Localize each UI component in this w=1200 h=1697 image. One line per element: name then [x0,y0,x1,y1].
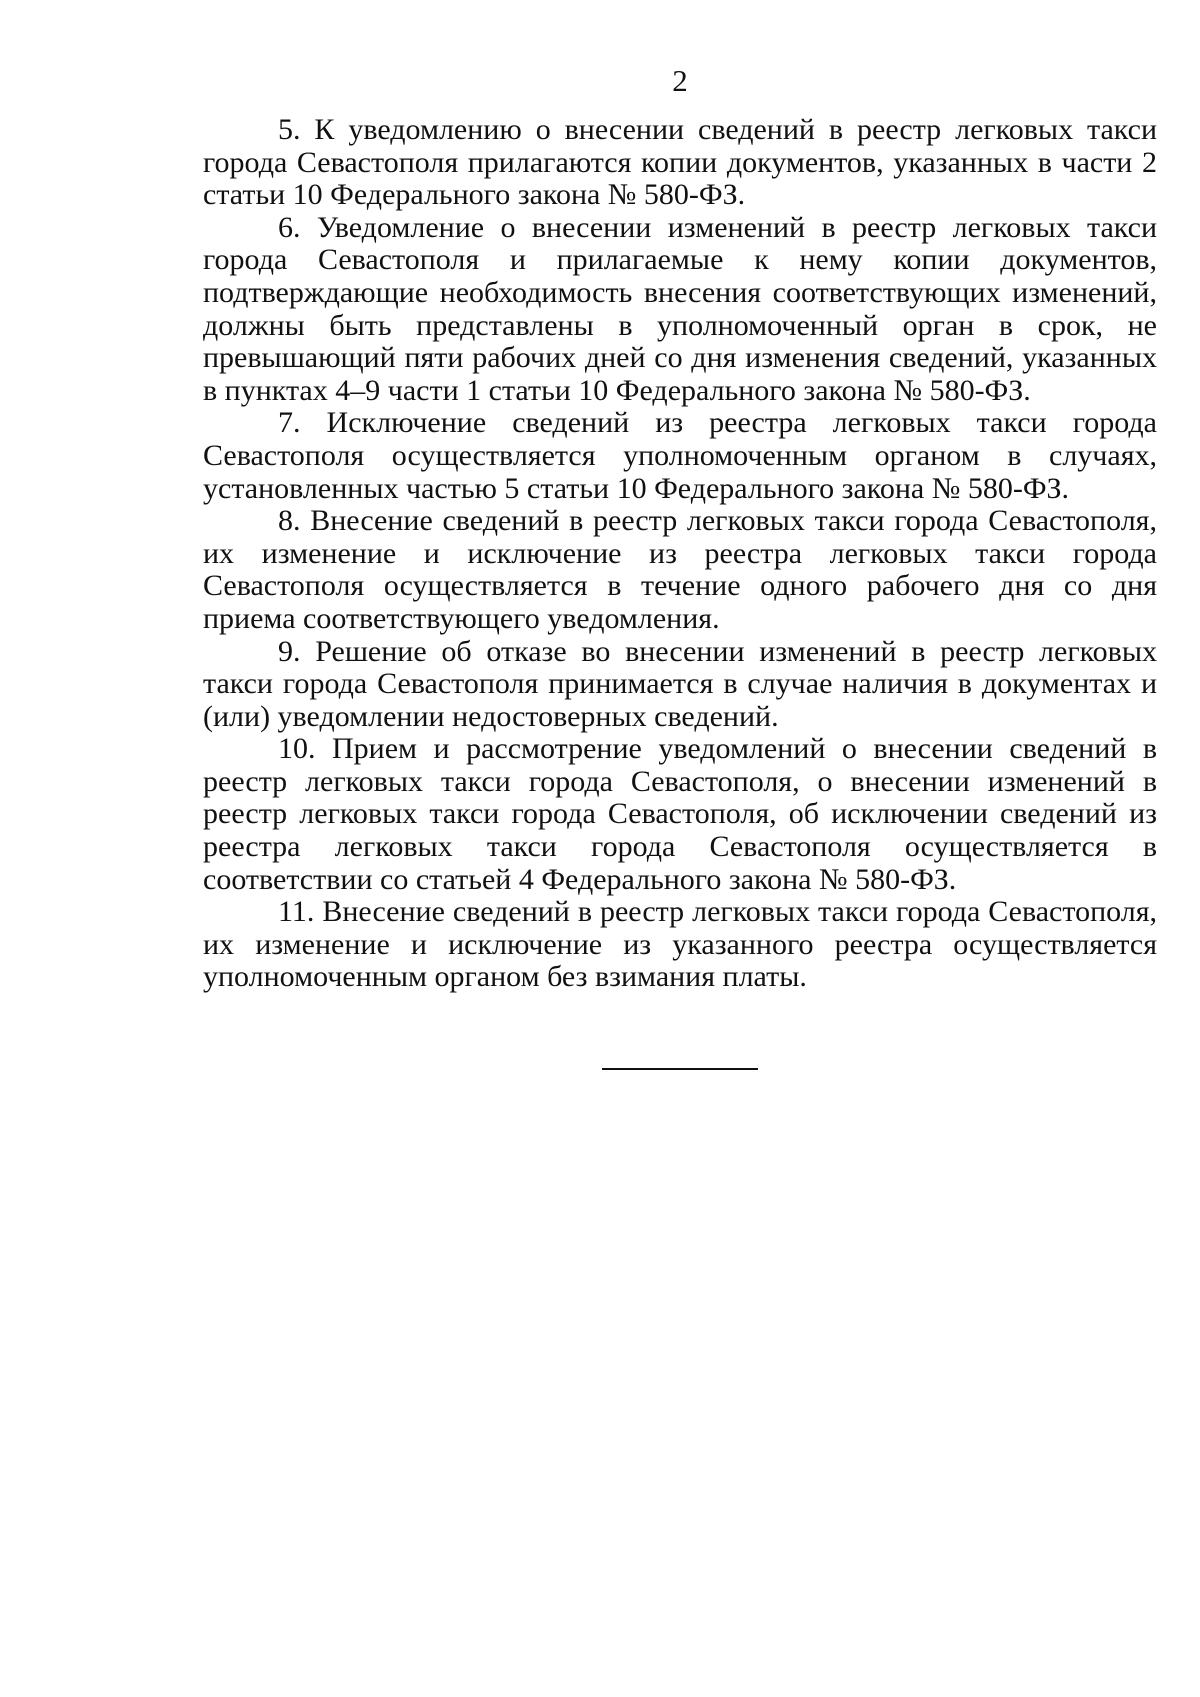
page-number: 2 [672,63,688,98]
document-body [203,114,1157,994]
paragraph-9: 9. Решение об отказе во внесении изменений в реестр легковых такси города Севастополя принимается в случае наличия в документах и (или) уведомлении недостоверных сведений. [203,634,1157,733]
paragraph-5: 5. К уведомлению о внесении сведений в реестр легковых такси города Севастополя прилагаются копии документов, указанных в части 2 статьи 10 Федерального закона № 580-ФЗ. [203,113,1157,212]
paragraph-8: 8. Внесение сведений в реестр легковых такси города Севастополя, их изменение и исключение из реестра легковых такси города Севастополя осуществляется в течение одного рабочего дня со дня приема соответствующего уведомления. [203,504,1157,635]
paragraph-6: 6. Уведомление о внесении изменений в реестр легковых такси города Севастополя и прилагаемые к нему копии документов, подтверждающие необходимость внесения соответствующих изменений, должны быть представлены в уполномоченный орган в срок, не превышающий пяти рабочих дней со дня изменения сведений, указанных в пунктах 4–9 части 1 статьи 10 Федерального закона № 580-ФЗ. [203,210,1157,407]
paragraph-7: 7. Исключение сведений из реестра легковых такси города Севастополя осуществляется уполномоченным органом в случаях, установленных частью 5 статьи 10 Федерального закона № 580-ФЗ. [203,406,1157,505]
paragraph-11: 11. Внесение сведений в реестр легковых такси города Севастополя, их изменение и исключение из указанного реестра осуществляется уполномоченным органом без взимания платы. [203,895,1157,994]
end-divider [602,1068,758,1070]
paragraph-10: 10. Прием и рассмотрение уведомлений о внесении сведений в реестр легковых такси города Севастополя, о внесении изменений в реестр легковых такси города Севастополя, об исключении сведений из реестра легковых такси города Севастополя осуществляется в соответствии со статьей 4 Федерального закона № 580-ФЗ. [203,732,1157,896]
